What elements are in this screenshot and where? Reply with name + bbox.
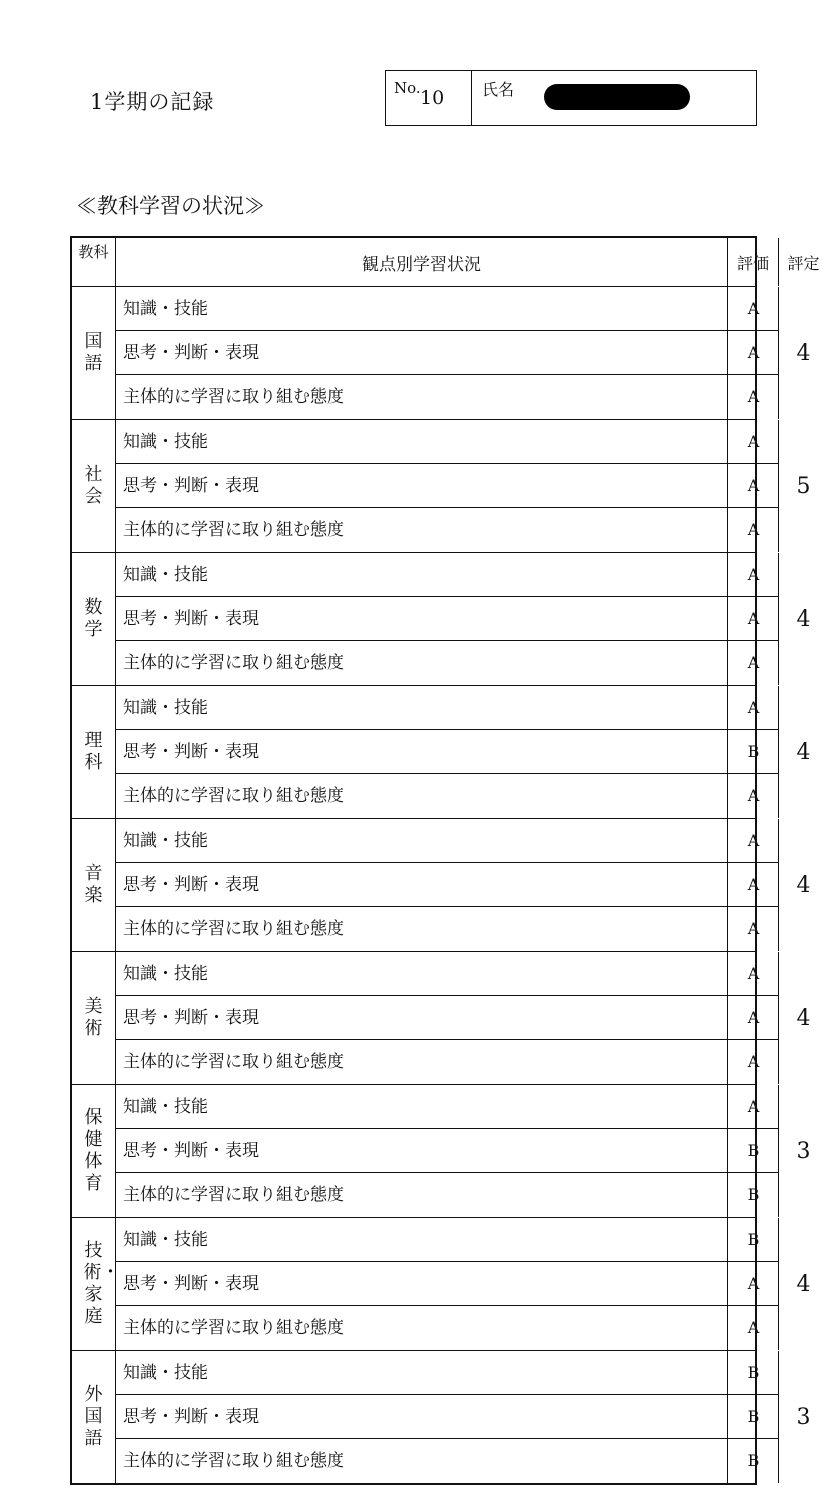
table-row	[116, 686, 779, 730]
table-row	[116, 774, 779, 818]
table-row	[116, 996, 779, 1040]
table-row	[116, 331, 779, 375]
evaluation-value: A	[747, 875, 760, 894]
viewpoint-text: 主体的に学習に取り組む態度	[123, 919, 344, 939]
section-title: ≪教科学習の状況≫	[76, 194, 265, 218]
redacted-name	[544, 84, 690, 110]
evaluation-value: A	[747, 698, 760, 717]
viewpoint-text: 知識・技能	[123, 1230, 208, 1250]
grade-value: 4	[796, 872, 811, 898]
viewpoint-text: 思考・判断・表現	[123, 875, 259, 895]
evaluation-value: A	[747, 964, 760, 983]
evaluation-value: B	[747, 1363, 760, 1382]
subject-name: 数学	[84, 597, 103, 640]
viewpoint-text: 知識・技能	[123, 432, 208, 452]
grade-value: 3	[796, 1138, 811, 1164]
subject-table	[70, 236, 820, 1485]
subject-name: 外国語	[84, 1384, 103, 1449]
subject-group	[72, 1085, 811, 1218]
subject-name: 社会	[84, 464, 103, 507]
viewpoint-text: 知識・技能	[123, 698, 208, 718]
table-row	[116, 952, 779, 996]
subject-group	[72, 420, 811, 553]
viewpoint-text: 思考・判断・表現	[123, 343, 259, 363]
viewpoint-text: 思考・判断・表現	[123, 742, 259, 762]
table-row	[116, 1218, 779, 1262]
number-label: No.	[394, 79, 421, 97]
subject-cell	[72, 553, 116, 685]
subject-group	[72, 686, 811, 819]
viewpoint-text: 知識・技能	[123, 964, 208, 984]
evaluation-value: A	[747, 343, 760, 362]
viewpoint-text: 主体的に学習に取り組む態度	[123, 520, 344, 540]
subject-name: 国語	[84, 331, 103, 374]
subject-cell	[72, 1218, 120, 1350]
viewpoint-text: 主体的に学習に取り組む態度	[123, 1052, 344, 1072]
subject-groups	[72, 287, 811, 1483]
grade-value: 4	[796, 1005, 811, 1031]
subject-name: 保健体育	[84, 1107, 103, 1194]
header-viewpoint: 観点別学習状況	[116, 238, 728, 286]
evaluation-value: A	[747, 1097, 760, 1116]
subject-cell	[72, 1085, 116, 1217]
record-title: 1学期の記録	[90, 90, 215, 114]
table-row	[116, 641, 779, 685]
evaluation-value: A	[747, 387, 760, 406]
viewpoint-text: 知識・技能	[123, 831, 208, 851]
table-row	[116, 819, 779, 863]
evaluation-value: A	[747, 1052, 760, 1071]
viewpoint-text: 主体的に学習に取り組む態度	[123, 387, 344, 407]
viewpoint-text: 知識・技能	[123, 565, 208, 585]
number-cell	[386, 71, 472, 125]
subject-cell	[72, 287, 116, 419]
subject-name: 音楽	[84, 863, 103, 906]
grade-value: 4	[796, 739, 811, 765]
viewpoint-text: 思考・判断・表現	[123, 1141, 259, 1161]
grade-value: 3	[796, 1404, 811, 1430]
grade-value: 4	[796, 340, 811, 366]
table-row	[116, 420, 779, 464]
evaluation-value: A	[747, 1008, 760, 1027]
evaluation-value: A	[747, 1274, 760, 1293]
subject-group	[72, 287, 811, 420]
table-row	[116, 1262, 779, 1306]
header-grade: 評定	[787, 253, 820, 273]
table-row	[116, 1395, 779, 1439]
subject-group	[72, 819, 811, 952]
table-row	[116, 1173, 779, 1217]
evaluation-value: A	[747, 1318, 760, 1337]
viewpoint-text: 主体的に学習に取り組む態度	[123, 1185, 344, 1205]
subject-cell	[72, 819, 116, 951]
header-evaluation: 評価	[728, 238, 779, 286]
evaluation-value: A	[747, 520, 760, 539]
evaluation-value: B	[747, 1141, 760, 1160]
table-row	[116, 464, 779, 508]
subject-cell	[72, 686, 116, 818]
viewpoint-text: 思考・判断・表現	[123, 1008, 259, 1028]
evaluation-value: B	[747, 1451, 760, 1470]
header-subject: 教科	[72, 238, 116, 286]
number-value: 10	[420, 87, 445, 109]
viewpoint-text: 知識・技能	[123, 1363, 208, 1383]
evaluation-value: A	[747, 653, 760, 672]
table-row	[116, 863, 779, 907]
viewpoint-text: 主体的に学習に取り組む態度	[123, 1318, 344, 1338]
viewpoint-text: 主体的に学習に取り組む態度	[123, 653, 344, 673]
subject-name: 理科	[84, 730, 103, 773]
evaluation-value: A	[747, 831, 760, 850]
table-row	[116, 1306, 779, 1350]
evaluation-value: A	[747, 919, 760, 938]
evaluation-value: A	[747, 432, 760, 451]
evaluation-value: B	[747, 1185, 760, 1204]
evaluation-value: A	[747, 786, 760, 805]
viewpoint-text: 思考・判断・表現	[123, 476, 259, 496]
subject-cell	[72, 420, 116, 552]
evaluation-value: B	[747, 742, 760, 761]
table-row	[116, 597, 779, 641]
grade-value: 5	[796, 473, 811, 499]
table-row	[116, 508, 779, 552]
subject-name: 美術	[84, 996, 103, 1039]
subject-cell	[72, 952, 116, 1084]
viewpoint-text: 知識・技能	[123, 299, 208, 319]
table-row	[116, 553, 779, 597]
name-label: 氏名	[482, 80, 515, 99]
table-row	[116, 1439, 779, 1483]
evaluation-value: A	[747, 476, 760, 495]
subject-group	[72, 952, 811, 1085]
evaluation-value: A	[747, 299, 760, 318]
table-header-row	[72, 238, 820, 287]
table-row	[116, 730, 779, 774]
viewpoint-text: 思考・判断・表現	[123, 1274, 259, 1294]
table-row	[116, 375, 779, 419]
viewpoint-text: 思考・判断・表現	[123, 609, 259, 629]
table-row	[116, 1351, 779, 1395]
grade-value: 4	[796, 1271, 811, 1297]
subject-name: 技術・家庭	[83, 1240, 120, 1327]
table-row	[116, 1085, 779, 1129]
subject-group	[72, 1351, 811, 1483]
subject-group	[72, 553, 811, 686]
evaluation-value: B	[747, 1230, 760, 1249]
evaluation-value: B	[747, 1407, 760, 1426]
viewpoint-text: 主体的に学習に取り組む態度	[123, 1451, 344, 1471]
evaluation-value: A	[747, 565, 760, 584]
table-row	[116, 1129, 779, 1173]
table-row	[116, 1040, 779, 1084]
table-row	[116, 907, 779, 951]
viewpoint-text: 思考・判断・表現	[123, 1407, 259, 1427]
viewpoint-text: 知識・技能	[123, 1097, 208, 1117]
table-row	[116, 287, 779, 331]
grade-value: 4	[796, 606, 811, 632]
viewpoint-text: 主体的に学習に取り組む態度	[123, 786, 344, 806]
student-id-box	[385, 70, 757, 126]
evaluation-value: A	[747, 609, 760, 628]
subject-cell	[72, 1351, 116, 1483]
subject-group	[72, 1218, 811, 1351]
